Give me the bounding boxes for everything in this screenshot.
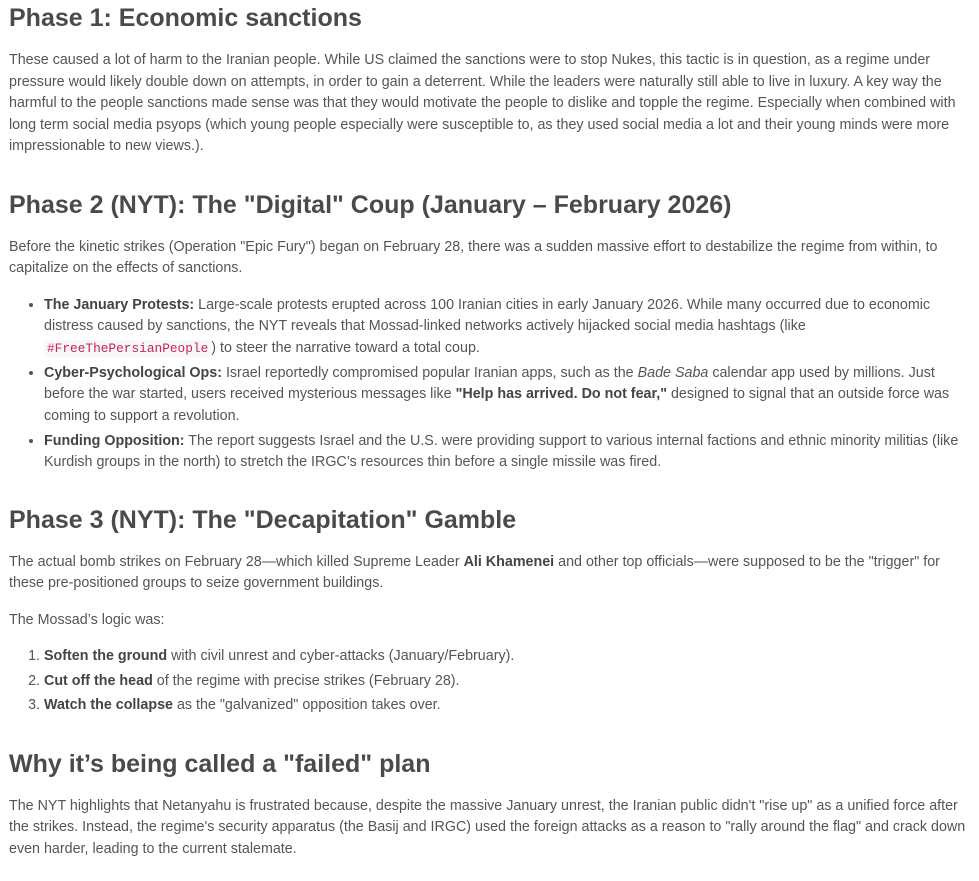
- item-text: ) to steer the narrative toward a total coup.: [211, 339, 480, 356]
- step-title: Watch the collapse: [44, 697, 173, 713]
- quoted-message: "Help has arrived. Do not fear,": [455, 386, 667, 402]
- failed-plan-paragraph: The NYT highlights that Netanyahu is frustrated because, despite the massive January unrest, the Iranian public didn't "rise up" as a unified force after the strikes. Instead, the regime's security apparatus (the Basij and IRGC) used the foreign attacks as a reason to "rally around the flag" and crack down even harder, leading to the current stalemate.: [9, 797, 966, 857]
- item-text: Israel reportedly compromised popular Iranian apps, such as the: [221, 364, 638, 381]
- item-title: The January Protests:: [44, 296, 195, 313]
- paragraph-text: The actual bomb strikes on February 28—which killed Supreme Leader: [9, 553, 464, 570]
- phase3-paragraph: [9, 552, 970, 595]
- phase2-heading: Phase 2 (NYT): The "Digital" Coup (January – February 2026): [9, 190, 732, 219]
- phase3-heading: Phase 3 (NYT): The "Decapitation" Gamble: [9, 505, 517, 534]
- step-text: of the regime with precise strikes (February 28).: [152, 672, 460, 689]
- item-text: designed to signal that an outside force was coming to support a revolution.: [44, 386, 950, 424]
- app-name: Bade Saba: [637, 364, 709, 381]
- phase2-intro: Before the kinetic strikes (Operation "Epic Fury") began on February 28, there was a sudden massive effort to destabilize the regime from within, to capitalize on the effects of sanctions.: [9, 238, 938, 276]
- paragraph-text: and other top officials—were supposed to be the "trigger" for these pre-positioned groups to seize government buildings.: [9, 553, 940, 591]
- article: [0, 1, 979, 860]
- item-text: The report suggests Israel and the U.S. were providing support to various internal factions and ethnic minority militias (like Kurdish groups in the north) to stretch the IRGC’s resources thin before a single missile was fired.: [44, 432, 959, 470]
- hashtag-code: #FreeThePersianPeople: [44, 340, 211, 357]
- item-text: Large-scale protests erupted across 100 Iranian cities in early January 2026. While many occurred due to economic distress caused by sanctions, the NYT reveals that Mossad-linked networks actively hijacked social media hashtags (like: [44, 296, 931, 334]
- list-item-step: [44, 646, 970, 668]
- failed-plan-heading: Why it’s being called a "failed" plan: [9, 749, 431, 778]
- list-item-funding-opposition: [44, 431, 970, 474]
- list-item-step: [44, 695, 970, 717]
- phase1-paragraph: These caused a lot of harm to the Iranian people. While US claimed the sanctions were to stop Nukes, this tactic is in question, as a regime under pressure would likely double down on attempts, in order to gain a deterrent. While the leaders were naturally still able to live in luxury. A key way the harmful to the people sanctions made sense was that they would motivate the people to dislike and topple the regime. Especially when combined with long term social media psyops (which young people especially were susceptible to, as they used social media a lot and their young minds were more impressionable to new views.).: [9, 52, 956, 154]
- step-title: Cut off the head: [44, 672, 153, 689]
- leader-name: Ali Khamenei: [463, 553, 555, 570]
- list-item-january-protests: [44, 295, 970, 360]
- item-title: Cyber-Psychological Ops:: [44, 364, 222, 381]
- step-text: as the "galvanized" opposition takes over.: [172, 697, 441, 713]
- logic-steps: [9, 646, 970, 717]
- step-text: with civil unrest and cyber-attacks (January/February).: [167, 648, 515, 664]
- item-text: calendar app used by millions. Just before the war started, users received mysterious messages like: [44, 364, 935, 402]
- list-item-cyber-ops: [44, 363, 970, 428]
- item-title: Funding Opposition:: [44, 432, 185, 449]
- phase1-heading: Phase 1: Economic sanctions: [9, 4, 362, 32]
- phase2-list: [9, 295, 970, 474]
- logic-intro: The Mossad’s logic was:: [9, 611, 165, 628]
- list-item-step: [44, 671, 970, 693]
- step-title: Soften the ground: [44, 648, 168, 664]
